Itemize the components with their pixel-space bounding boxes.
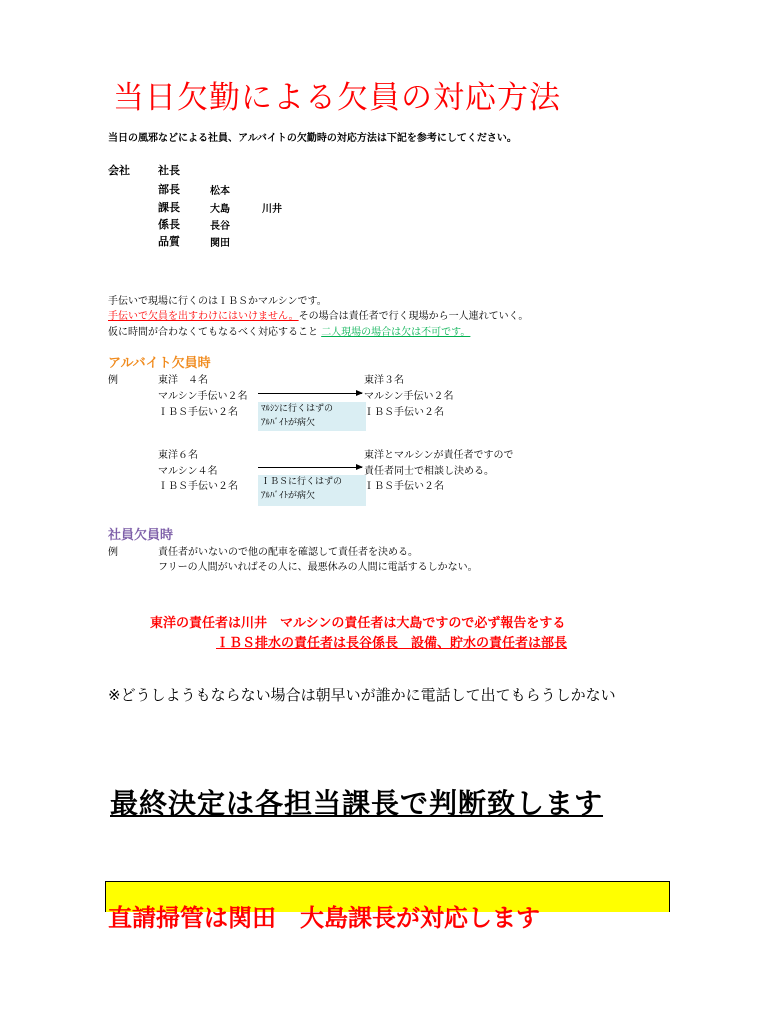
final-decision: 最終決定は各担当課長で判断致します bbox=[110, 787, 604, 820]
warning-text: 手伝いで欠員を出すわけにはいけません。 bbox=[108, 311, 299, 322]
example-left-line: マルシン４名 bbox=[158, 466, 218, 477]
org-name: 関田 bbox=[210, 238, 230, 249]
section-heading-employee: 社員欠員時 bbox=[108, 528, 174, 543]
example-right-line: 東洋３名 bbox=[364, 375, 404, 386]
note-box bbox=[258, 475, 366, 506]
example-left-line: マルシン手伝い２名 bbox=[158, 391, 248, 402]
example-right-line: 責任者同士で相談し決める。 bbox=[364, 466, 494, 477]
org-role: 品質 bbox=[158, 235, 180, 248]
note-box-line: ｱﾙﾊﾞｲﾄが病欠 bbox=[261, 418, 316, 428]
example-label: 例 bbox=[108, 547, 118, 558]
example-left-line: 東洋 ４名 bbox=[158, 375, 208, 386]
intro-text: 当日の風邪などによる社員、アルバイトの欠勤時の対応方法は下記を参考にしてください。 bbox=[108, 133, 517, 144]
employee-line: 責任者がいないので他の配車を確認して責任者を決める。 bbox=[158, 547, 418, 558]
org-role: 社長 bbox=[158, 164, 180, 177]
org-name: 川井 bbox=[262, 204, 282, 215]
responsible-line: 東洋の責任者は川井 マルシンの責任者は大島ですので必ず報告をする bbox=[150, 616, 566, 631]
org-role: 係長 bbox=[158, 218, 180, 231]
responsible-line: ＩＢＳ排水の責任者は長谷係長 設備、貯水の責任者は部長 bbox=[216, 636, 568, 651]
note-box-line: ＩＢＳに行くはずの bbox=[261, 477, 343, 487]
example-right-line: ＩＢＳ手伝い２名 bbox=[364, 407, 444, 418]
arrow-icon bbox=[258, 467, 362, 468]
note-line bbox=[108, 323, 470, 338]
example-label: 例 bbox=[108, 375, 118, 386]
org-name: 松本 bbox=[210, 186, 230, 197]
note-line: 手伝いで現場に行くのはＩＢＳかマルシンです。 bbox=[108, 296, 327, 307]
note-box-line: ﾏﾙｼﾝに行くはずの bbox=[261, 404, 334, 414]
org-name: 長谷 bbox=[210, 221, 230, 232]
employee-line: フリーの人間がいればその人に、最悪休みの人間に電話するしかない。 bbox=[158, 562, 478, 573]
note-box-line: ｱﾙﾊﾞｲﾄが病欠 bbox=[261, 491, 316, 501]
org-name: 大島 bbox=[210, 204, 230, 215]
remark-text: ※どうしようもならない場合は朝早いが誰かに電話して出てもらうしかない bbox=[108, 686, 616, 704]
green-note: 二人現場の場合は欠は不可です。 bbox=[321, 327, 471, 338]
example-left-line: 東洋６名 bbox=[158, 450, 198, 461]
arrow-icon bbox=[258, 393, 362, 394]
example-right-line: 東洋とマルシンが責任者ですので bbox=[364, 450, 514, 461]
example-right-line: マルシン手伝い２名 bbox=[364, 391, 454, 402]
note-text: 仮に時間が合わなくてもなるべく対応すること bbox=[108, 327, 318, 338]
note-line bbox=[108, 307, 528, 322]
example-right-line: ＩＢＳ手伝い２名 bbox=[364, 481, 444, 492]
org-role: 課長 bbox=[158, 201, 180, 214]
example-left-line: ＩＢＳ手伝い２名 bbox=[158, 407, 238, 418]
section-heading-part-timer: アルバイト欠員時 bbox=[108, 356, 211, 371]
note-text: その場合は責任者で行く現場から一人連れていく。 bbox=[298, 311, 529, 322]
yellow-banner-text: 直請掃管は関田 大島課長が対応します bbox=[108, 904, 540, 932]
yellow-banner bbox=[105, 881, 670, 932]
org-role: 部長 bbox=[158, 183, 180, 196]
page-title: 当日欠勤による欠員の対応方法 bbox=[113, 80, 561, 116]
note-box bbox=[258, 402, 366, 431]
company-label: 会社 bbox=[108, 164, 130, 177]
example-left-line: ＩＢＳ手伝い２名 bbox=[158, 481, 238, 492]
